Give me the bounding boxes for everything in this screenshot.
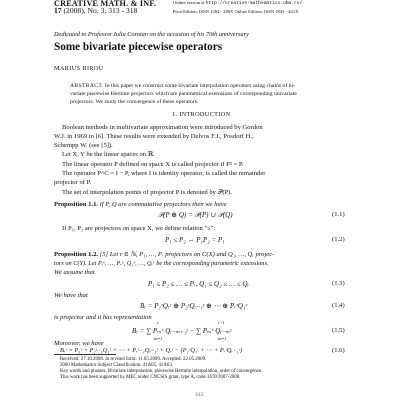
- abstract-line-1: In this paper we construct some bivariate interpolation operators using chains of bi-: [103, 83, 295, 89]
- proposition-1-2-line-3: We assume that: [54, 269, 95, 276]
- sum-1-lower: m=1: [154, 336, 163, 341]
- footnote-rule: [54, 354, 116, 355]
- section-heading: 1. INTRODUCTION: [172, 111, 231, 118]
- proposition-1-2: [54, 250, 274, 259]
- body-line-7: projector of P.: [54, 179, 92, 186]
- sum-1-upper: r: [157, 320, 159, 325]
- volume-number: 17: [54, 6, 62, 15]
- online-url[interactable]: http://creative-mathematics.ubm.ro/: [205, 1, 303, 6]
- equation-1-2: P₁ ≤ P₂ ⇔ P₁P₂ = P₁: [165, 236, 225, 244]
- footnote-grant: This work has been supported by MEC under CNCSIS grant, type A, code 1470/2007-2008.: [60, 375, 241, 380]
- volume-details: (2008), No. 3, 313 - 318: [61, 6, 138, 15]
- online-label: Online version at: [173, 0, 206, 5]
- body-line-8: The set of interpolation points of projector P is denoted by 𝒫(P).: [62, 189, 233, 196]
- footnote-received: Received: 27.10.2008. In revised form: 11.05.2009. Accepted: 22.05.2009.: [60, 357, 207, 362]
- issn-info: Print Edition: ISSN 1584 - 286X Online Edition: ISSN 1843 - 441X: [173, 9, 299, 14]
- abstract-label: ABSTRACT.: [70, 83, 104, 89]
- body-line-3: Schempp W. (see [5]).: [54, 142, 113, 149]
- volume-info: [54, 7, 137, 15]
- abstract-line-3: projectors. We study the convergence of these operators.: [70, 98, 199, 105]
- equation-number-1-2: (1.2): [332, 236, 345, 243]
- relation-definition: If P₁, P₂ are projectors on space X, we define relation "≤":: [62, 225, 216, 232]
- page-number: 313: [195, 392, 204, 398]
- author-name: MARIUS BIROU: [54, 65, 104, 72]
- online-version: [173, 0, 302, 6]
- sum-2-upper: r−1: [218, 320, 225, 325]
- body-line-4: Let X, Y be the linear spaces on ℝ.: [62, 151, 155, 158]
- footnote-keywords: Key words and phrases. Bivariate interpolation, piecewise Hermite interpolation, order of convergence.: [60, 369, 263, 374]
- body-line-5: The linear operator P defined on space X is called projector if P² = P.: [62, 161, 244, 168]
- equation-number-1-5: (1.5): [332, 327, 345, 334]
- equation-number-1-6: (1.6): [332, 347, 345, 354]
- proposition-1-2-label: Proposition 1.2.: [54, 251, 99, 258]
- equation-1-4: Bᵣ = P₁ˣQᵣʸ ⊕ P₂ˣQᵣ₋₁ʸ ⊕ ⋯ ⊕ PᵣˣQ₁ʸ: [140, 302, 248, 310]
- abstract: [70, 83, 345, 106]
- sum-2-lower: m=1: [218, 336, 227, 341]
- equation-number-1-1: (1.1): [332, 211, 345, 218]
- moreover-line: Moreover, we have: [54, 340, 104, 347]
- proposition-1-1-text: If P, Q are commutative projectors then we have: [98, 201, 227, 208]
- proposition-1-1-label: Proposition 1.1.: [54, 201, 99, 208]
- equation-1-3: P₁ ≤ P₂ ≤ … ≤ Pᵣ, Q₁ ≤ Q₂ ≤ … ≤ Qᵣ: [148, 280, 250, 288]
- journal-name: CREATIVE MATH. & INF.: [54, 0, 157, 8]
- we-have-that: We have that: [54, 292, 88, 299]
- proposition-1-2-line-1: [5] Let r ∈ ℕ, P₁, …, Pᵣ projectors on C(X) and Q₁, …, Qᵣ projec-: [98, 251, 275, 258]
- body-line-6: The operator P^C = I − P, where I is identity operator, is called the remainder: [62, 170, 266, 177]
- body-line-1: Boolean methods in multivariate approximation were introduced by Gordon: [62, 124, 263, 131]
- dedication: Dedicated to Professor Iuliu Coroian on the occasion of his 70th anniversary: [54, 31, 249, 38]
- projector-representation: is projector and it has representation: [54, 314, 152, 321]
- body-line-2: W.J. in 1969 in [6]. These results were extended by Delvos F.J., Posdorf H.,: [54, 133, 254, 140]
- footnote-msc: 2000 Mathematics Subject Classification. 41A05, 41A63.: [60, 363, 174, 368]
- equation-1-1: 𝒫(P ⊕ Q) = 𝒫(P) ∪ 𝒫(Q): [158, 211, 233, 219]
- abstract-line-2: variate piecewise Hermite projectors which are parametrical extensions of corresponding univariate: [70, 90, 297, 97]
- equation-1-6: Bᵣᶜ = P₁ᶜ + P₂ᶜ₋₁Q₁ᶜ + ⋯ + Pᵣᶜ₋₁Qᵣ₋₁ᶜ + Qᵣᶜ − (P₁ᶜQ₁ᶜ + ⋯ + PᵣᶜQᵣ₋₁ᶜ): [60, 347, 243, 354]
- equation-number-1-3: (1.3): [332, 280, 345, 287]
- proposition-1-1: [54, 200, 227, 209]
- proposition-1-2-line-2: tors on C(Y). Let Pᵢˣ, …, Pᵣˣ, Q₁ʸ, …, Qᵣʸ be the corresponding parametric extensions.: [54, 260, 269, 267]
- paper-title: Some bivariate piecewise operators: [54, 41, 223, 53]
- equation-1-5: Bᵣ = ∑ Pₘˣ Qᵣ₋ₘ₊₁ʸ − ∑ Pₘˣ Qᵣ₋ₘʸ: [132, 327, 232, 335]
- equation-number-1-4: (1.4): [332, 302, 345, 309]
